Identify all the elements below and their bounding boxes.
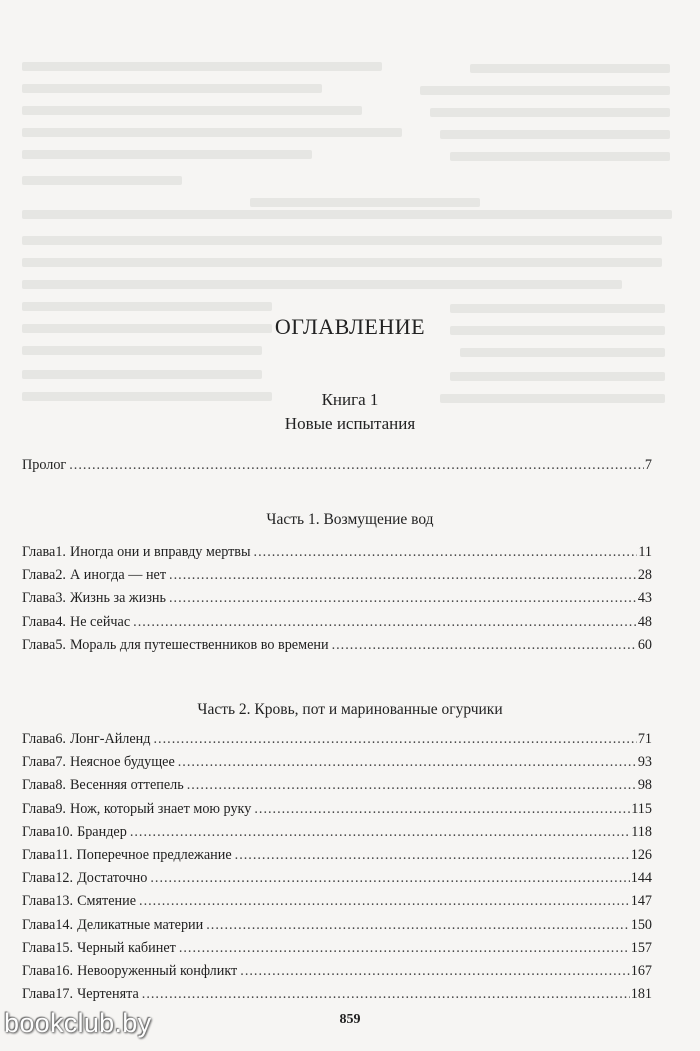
toc-entry-chapter[interactable] (22, 752, 652, 772)
toc-entry-title: Чертенята (77, 986, 139, 1003)
toc-entry-chapter[interactable] (22, 845, 652, 865)
dot-leader (187, 775, 637, 795)
chapter-word: Глава (22, 939, 56, 956)
toc-entry-title: Лонг-Айленд (69, 731, 151, 747)
chapter-word: Глава (22, 847, 56, 863)
chapter-number: 7. (55, 754, 66, 771)
toc-entry-title: Иногда они и вправду мертвы (69, 544, 251, 560)
toc-entry-title: Достаточно (77, 870, 148, 887)
part-2-title: Часть 2. Кровь, пот и маринованные огурчики (197, 701, 503, 718)
toc-entry-page: 118 (631, 823, 652, 840)
toc-entry-title: Неясное будущее (69, 754, 175, 771)
chapter-number: 5. (55, 636, 66, 653)
dot-leader (254, 799, 630, 819)
chapter-word: Глава (22, 777, 56, 794)
chapter-number: 11. (55, 847, 73, 863)
toc-entry-page: 93 (637, 754, 652, 771)
toc-entry-page: 157 (630, 939, 652, 956)
dot-leader (179, 938, 630, 958)
chapter-word: Глава (22, 544, 56, 560)
chapter-number: 13. (55, 893, 74, 910)
toc-entry-title: Не сейчас (69, 613, 131, 630)
toc-entry-title: Поперечное предлежание (76, 847, 232, 863)
toc-entry-chapter[interactable] (22, 915, 652, 935)
chapter-word: Глава (22, 567, 56, 584)
toc-entry-chapter[interactable] (22, 542, 652, 562)
chapter-number: 14. (55, 916, 74, 933)
chapter-word: Глава (22, 613, 56, 630)
dot-leader (332, 635, 637, 655)
chapter-number: 8. (55, 777, 66, 794)
toc-entry-chapter[interactable] (22, 635, 652, 655)
dot-leader (178, 752, 637, 772)
chapter-word: Глава (22, 916, 56, 933)
toc-entry-title: А иногда — нет (69, 567, 167, 584)
toc-entry-chapter[interactable] (22, 588, 652, 608)
dot-leader (139, 891, 630, 911)
toc-entry-page: 7 (644, 457, 652, 473)
toc-entry-page: 167 (630, 963, 652, 979)
dot-leader (169, 588, 637, 608)
dot-leader (154, 729, 637, 749)
toc-entry-page: 98 (637, 777, 652, 794)
toc-entry-title: Весенняя оттепель (69, 777, 184, 794)
toc-entry-chapter[interactable] (22, 891, 652, 911)
toc-entry-page: 150 (630, 916, 652, 933)
bleed-through-text (0, 0, 700, 450)
toc-entry-title: Нож, который знает мою руку (69, 800, 252, 817)
toc-entry-chapter[interactable] (22, 729, 652, 749)
toc-entry-page: 71 (637, 731, 652, 747)
toc-entry-page: 11 (638, 544, 652, 560)
chapter-word: Глава (22, 754, 56, 771)
chapter-word: Глава (22, 590, 56, 607)
chapter-word: Глава (22, 636, 56, 653)
toc-entry-prologue[interactable] (22, 455, 652, 475)
dot-leader (206, 915, 629, 935)
chapter-number: 9. (55, 800, 66, 817)
toc-entry-chapter[interactable] (22, 799, 652, 819)
dot-leader (240, 961, 629, 981)
toc-entry-chapter[interactable] (22, 775, 652, 795)
chapter-number: 10. (55, 823, 74, 840)
chapter-number: 2. (55, 567, 66, 584)
toc-entry-title: Пролог (22, 457, 67, 473)
toc-entry-chapter[interactable] (22, 868, 652, 888)
page-number: 859 (339, 1012, 361, 1027)
dot-leader (169, 565, 637, 585)
dot-leader (130, 822, 630, 842)
dot-leader (235, 845, 630, 865)
toc-entry-title: Смятение (77, 893, 137, 910)
chapter-number: 3. (55, 590, 66, 607)
chapter-number: 12. (55, 870, 74, 887)
dot-leader (133, 612, 637, 632)
toc-heading: ОГЛАВЛЕНИЕ (274, 314, 426, 339)
toc-entry-page: 43 (637, 590, 652, 607)
dot-leader (69, 455, 644, 475)
chapter-word: Глава (22, 800, 56, 817)
chapter-word: Глава (22, 893, 56, 910)
dot-leader (150, 868, 629, 888)
toc-entry-chapter[interactable] (22, 822, 652, 842)
chapter-number: 4. (55, 613, 66, 630)
toc-entry-chapter[interactable] (22, 984, 652, 1004)
dot-leader (142, 984, 630, 1004)
toc-entry-page: 144 (630, 870, 652, 887)
chapter-number: 15. (55, 939, 74, 956)
toc-entry-page: 115 (631, 800, 652, 817)
toc-entry-chapter[interactable] (22, 961, 652, 981)
toc-entry-title: Жизнь за жизнь (69, 590, 166, 607)
dot-leader (254, 542, 638, 562)
book-label: Книга 1 (321, 390, 379, 409)
toc-entry-title: Брандер (77, 823, 127, 840)
chapter-number: 16. (55, 963, 74, 979)
chapter-number: 6. (55, 731, 66, 747)
toc-entry-page: 28 (637, 567, 652, 584)
chapter-word: Глава (22, 731, 56, 747)
toc-entry-title: Мораль для путешественников во времени (69, 636, 329, 653)
book-subtitle: Новые испытания (284, 414, 416, 433)
part-1-title: Часть 1. Возмущение вод (266, 511, 434, 528)
toc-entry-chapter[interactable] (22, 938, 652, 958)
toc-entry-page: 126 (630, 847, 652, 863)
toc-entry-chapter[interactable] (22, 565, 652, 585)
toc-entry-title: Черный кабинет (77, 939, 176, 956)
toc-entry-page: 147 (630, 893, 652, 910)
chapter-number: 1. (55, 544, 66, 560)
chapter-word: Глава (22, 986, 56, 1003)
toc-entry-title: Невооруженный конфликт (77, 963, 238, 979)
watermark-logo: bookclub.by (4, 1008, 152, 1038)
chapter-word: Глава (22, 963, 56, 979)
chapter-word: Глава (22, 870, 56, 887)
chapter-number: 17. (55, 986, 74, 1003)
chapter-word: Глава (22, 823, 56, 840)
toc-entry-chapter[interactable] (22, 612, 652, 632)
toc-entry-page: 48 (637, 613, 652, 630)
toc-entry-page: 60 (637, 636, 652, 653)
toc-entry-title: Деликатные материи (77, 916, 204, 933)
toc-entry-page: 181 (630, 986, 652, 1003)
